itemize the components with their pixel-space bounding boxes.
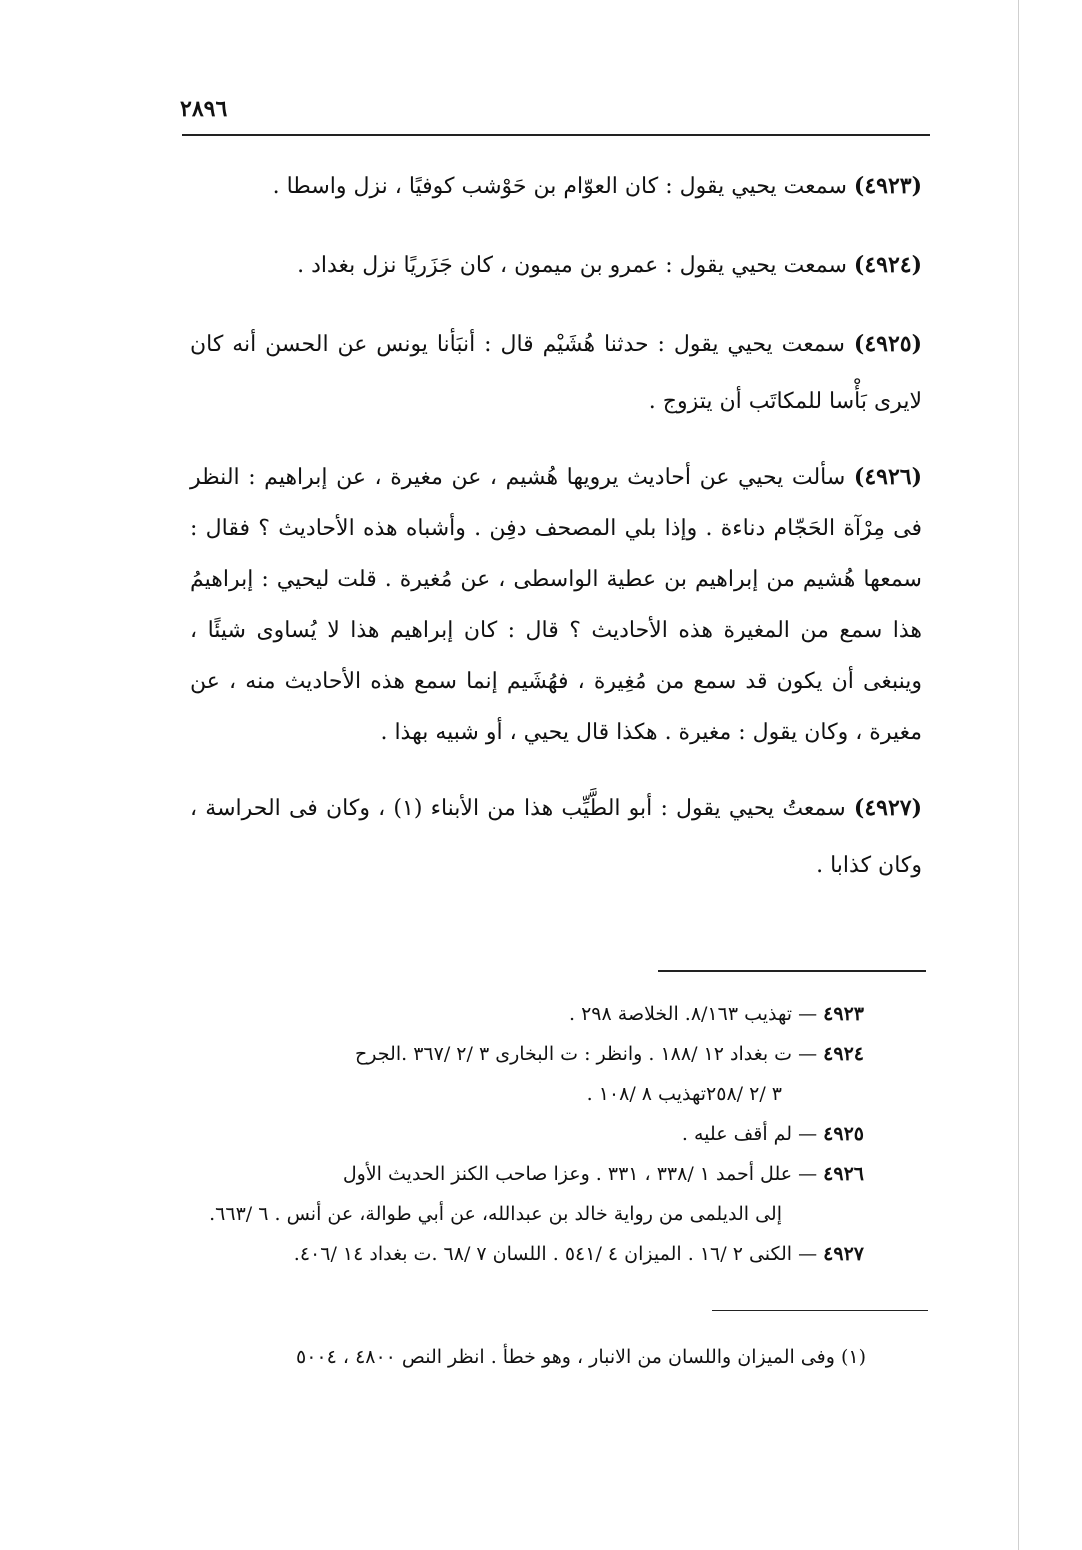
- entry-text: سمعتُ يحيي يقول : أبو الطَّيِّب هذا من الأبناء (١) ، وكان فى الحراسة ، وكان كذابا .: [190, 796, 922, 878]
- page-edge-line: [1018, 0, 1019, 1550]
- entry-4927: [190, 780, 922, 894]
- header-rule: [182, 134, 930, 136]
- reference-line: [186, 1154, 864, 1194]
- reference-dash: —: [798, 1163, 818, 1185]
- references-separator: [658, 970, 926, 972]
- entry-text: سألت يحيي عن أحاديث يرويها هُشيم ، عن مغيرة ، عن إبراهيم : النظر فى مِرْآة الحَجّام دناءة . وإذا بلي المصحف دفِن . وأشباه هذه الأحاديث ؟ فقال : سمعها هُشيم من إبراهيم بن عطية الواسطى ، عن مُغيرة . قلت ليحيي : إبراهيمُ هذا سمع من المغيرة هذه الأحاديث ؟ قال : كان إبراهيم هذا لا يُساوى شيئًا ، وينبغى أن يكون قد سمع من مُغِيرة ، فهُشَيم إنما سمع هذه الأحاديث منه ، عن مغيرة ، وكان يقول : مغيرة . هكذا قال يحيي ، أو شبيه بهذا .: [190, 465, 922, 745]
- reference-number: ٤٩٢٣: [823, 1003, 864, 1025]
- reference-line: [186, 1234, 864, 1274]
- entry-text: سمعت يحيي يقول : كان العوّام بن حَوْشب كوفيًا ، نزل واسطا .: [272, 174, 847, 199]
- footnote-separator: [712, 1310, 928, 1311]
- reference-text: تهذيب ٨/١٦٣. الخلاصة ٢٩٨ .: [569, 1003, 793, 1025]
- entry-4926: [190, 452, 922, 758]
- reference-number: ٤٩٢٤: [823, 1043, 864, 1065]
- reference-text: لم أقف عليه .: [681, 1123, 793, 1145]
- page-number: ٢٨٩٦: [180, 96, 228, 122]
- reference-text: علل أحمد ١ /٣٣٨ ، ٣٣١ . وعزا صاحب الكنز الحديث الأول: [342, 1163, 793, 1185]
- reference-text: ٣ /٢ /٢٥٨تهذيب ٨ /١٠٨ .: [586, 1083, 782, 1105]
- reference-line: [186, 1114, 864, 1154]
- main-text: [190, 158, 922, 916]
- entry-number: (٤٩٢٤): [853, 252, 922, 278]
- reference-number: ٤٩٢٧: [823, 1243, 864, 1265]
- reference-dash: —: [798, 1123, 818, 1145]
- entry-text: سمعت يحيي يقول : عمرو بن ميمون ، كان جَزَريًا نزل بغداد .: [297, 253, 847, 278]
- references: [186, 994, 864, 1274]
- reference-text: إلى الديلمى من رواية خالد بن عبدالله، عن أبي طوالة، عن أنس . ٦ /٦٦٣.: [209, 1203, 782, 1225]
- reference-continuation: [186, 1074, 864, 1114]
- reference-dash: —: [798, 1243, 818, 1265]
- reference-text: الكنى ٢ /١٦ . الميزان ٤ /٥٤١ . اللسان ٧ /٦٨ .ت بغداد ١٤ /٤٠٦.: [293, 1243, 793, 1265]
- reference-text: ت بغداد ١٢ /١٨٨ . وانظر : ت البخارى ٣ /٢ /٣٦٧ .الجرح: [355, 1043, 793, 1065]
- reference-line: [186, 994, 864, 1034]
- reference-dash: —: [798, 1043, 818, 1065]
- footnote: (١) وفى الميزان واللسان من الانبار ، وهو خطأ . انظر النص ٤٨٠٠ ، ٥٠٠٤: [296, 1346, 866, 1368]
- reference-dash: —: [798, 1003, 818, 1025]
- entry-number: (٤٩٢٣): [853, 173, 922, 199]
- entry-4924: [190, 237, 922, 294]
- entry-number: (٤٩٢٧): [853, 795, 922, 821]
- entry-text: سمعت يحيي يقول : حدثنا هُشَيْم قال : أنبَأنا يونس عن الحسن أنه كان لايرى بَأْسا للمكاتَب أن يتزوج .: [190, 332, 922, 414]
- entry-number: (٤٩٢٦): [853, 464, 922, 490]
- reference-continuation: [186, 1194, 864, 1234]
- entry-4925: [190, 316, 922, 430]
- reference-number: ٤٩٢٦: [823, 1163, 864, 1185]
- reference-number: ٤٩٢٥: [823, 1123, 864, 1145]
- entry-number: (٤٩٢٥): [853, 331, 922, 357]
- reference-line: [186, 1034, 864, 1074]
- entry-4923: [190, 158, 922, 215]
